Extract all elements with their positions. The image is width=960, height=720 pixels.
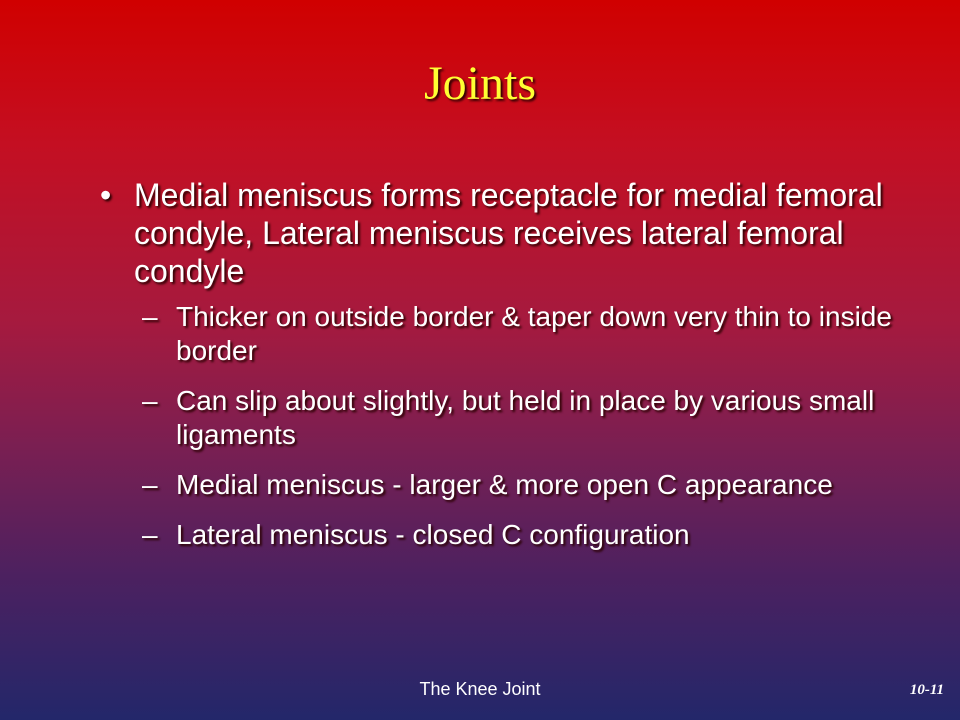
sub-bullet-list [142,300,896,552]
slide-footer: The Knee Joint [419,679,541,699]
bullet-marker: • [100,177,112,213]
sub-bullet-text: Can slip about slightly, but held in place by various small ligaments [176,385,875,450]
dash-marker: – [142,301,158,332]
dash-marker: – [142,519,158,550]
sub-bullet-item [142,384,896,452]
bullet-item [96,176,896,290]
dash-marker: – [142,469,158,500]
sub-bullet-item [142,300,896,368]
sub-bullet-text: Medial meniscus - larger & more open C appearance [176,469,833,500]
sub-bullet-text: Thicker on outside border & taper down very thin to inside border [176,301,892,366]
sub-bullet-item [142,518,896,552]
slide-content [96,176,896,568]
slide-number: 10-11 [909,682,944,698]
slide-title: Joints [423,57,537,110]
bullet-text: Medial meniscus forms receptacle for medial femoral condyle, Lateral meniscus receives lateral femoral condyle [134,177,883,289]
dash-marker: – [142,385,158,416]
sub-bullet-text: Lateral meniscus - closed C configuration [176,519,690,550]
sub-bullet-item [142,468,896,502]
